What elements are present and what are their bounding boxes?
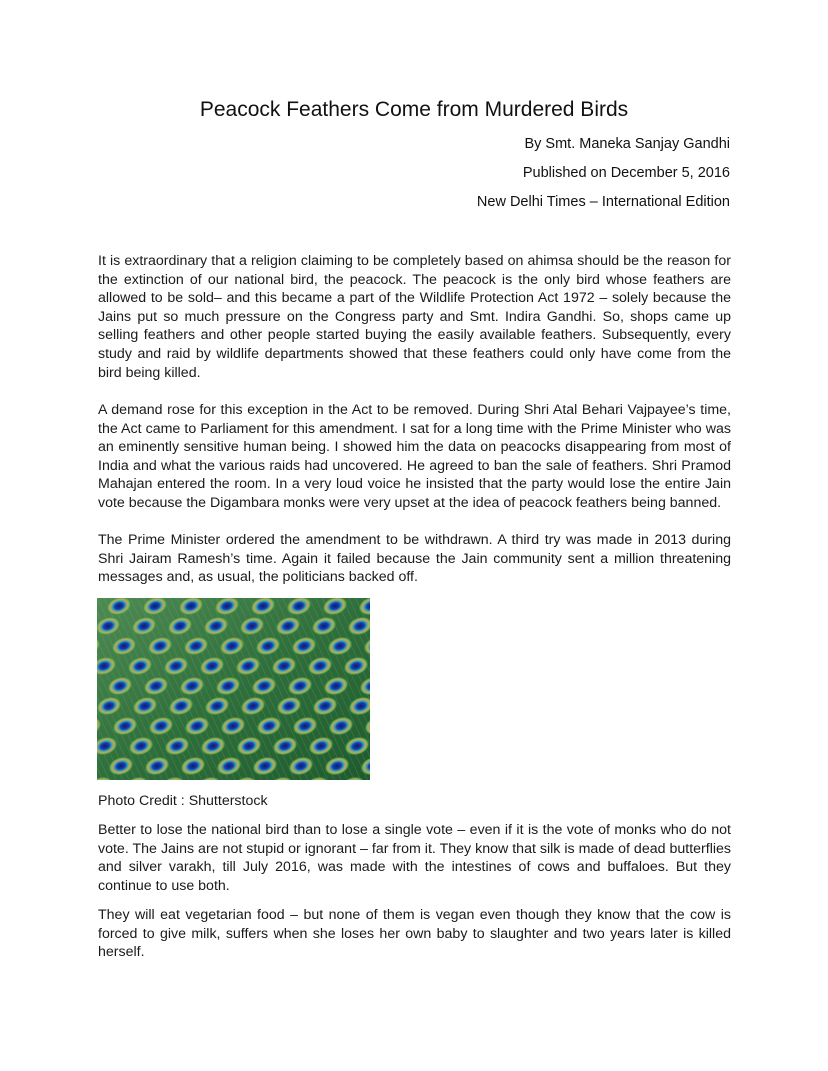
photo-caption: Photo Credit : Shutterstock (98, 793, 268, 809)
byline: By Smt. Maneka Sanjay Gandhi (524, 136, 730, 152)
paragraph-5: They will eat vegetarian food – but none of them is vegan even though they know that the cow is forced to give milk, suffers when she loses her own baby to slaughter and two years later is killed herself. (98, 907, 731, 961)
publication-name: New Delhi Times – International Edition (476, 194, 730, 210)
publish-date: Published on December 5, 2016 (522, 165, 730, 181)
paragraph-2: A demand rose for this exception in the Act to be removed. During Shri Atal Behari Vajpayee’s time, the Act came to Parliament for this amendment. I sat for a long time with the Prime Minister who was an eminently sensitive human being. I showed him the data on peacocks disappearing from most of India and what the various raids had uncovered. He agreed to ban the sale of feathers. Shri Pramod Mahajan entered the room. In a very loud voice he insisted that the party would lose the entire Jain vote because the Digambara monks were very upset at the idea of peacock feathers being banned. (98, 402, 731, 511)
paragraph-3: The Prime Minister ordered the amendment to be withdrawn. A third try was made in 2013 during Shri Jairam Ramesh’s time. Again it failed because the Jain community sent a million threatening messages and, as usual, the politicians backed off. (98, 532, 731, 586)
article-title: Peacock Feathers Come from Murdered Birds (199, 98, 629, 121)
peacock-feathers-image (97, 598, 370, 780)
paragraph-4: Better to lose the national bird than to lose a single vote – even if it is the vote of monks who do not vote. The Jains are not stupid or ignorant – far from it. They know that silk is made of dead butterflies and silver varakh, till July 2016, was made with the intestines of cows and buffaloes. But they continue to use both. (98, 822, 731, 894)
paragraph-1: It is extraordinary that a religion claiming to be completely based on ahimsa should be the reason for the extinction of our national bird, the peacock. The peacock is the only bird whose feathers are allowed to be sold– and this became a part of the Wildlife Protection Act 1972 – solely because the Jains put so much pressure on the Congress party and Smt. Indira Gandhi. So, shops came up selling feathers and other people started buying the easily available feathers. Subsequently, every study and raid by wildlife departments showed that these feathers could only have come from the bird being killed. (98, 253, 731, 381)
peacock-feathers-photo (97, 598, 370, 780)
